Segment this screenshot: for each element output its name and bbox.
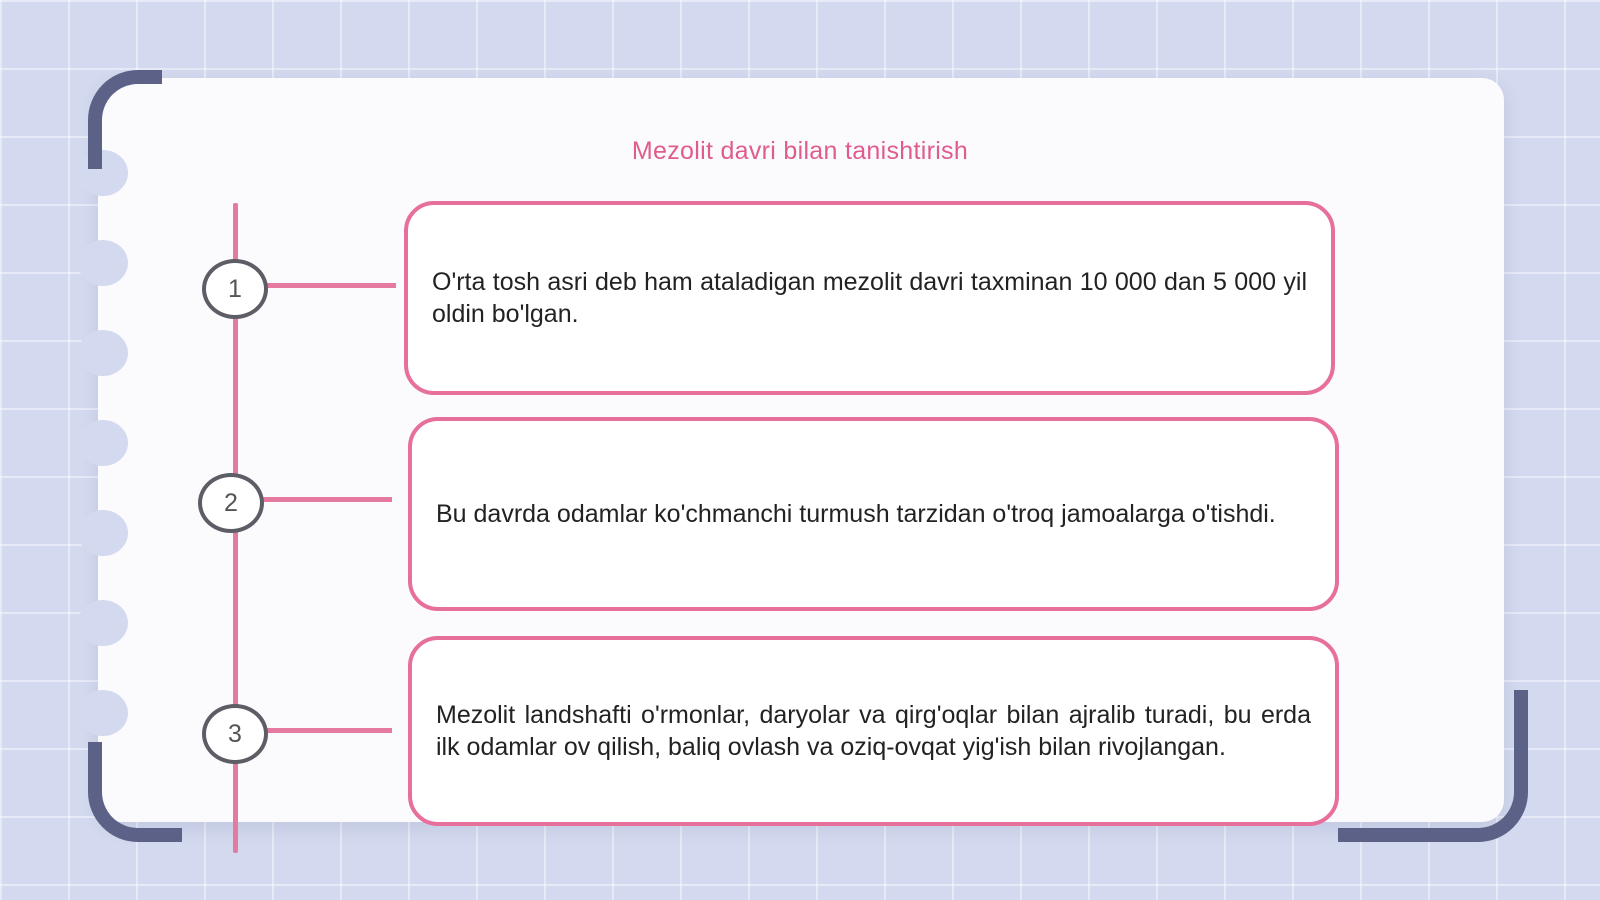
- paper-notch: [78, 600, 128, 646]
- timeline-card: [408, 636, 1339, 826]
- timeline-connector: [262, 497, 392, 502]
- timeline-card: [408, 417, 1339, 611]
- corner-bracket-bottom-left: [88, 742, 182, 842]
- timeline-card-text: Bu davrda odamlar ko'chmanchi turmush tarzidan o'troq jamoalarga o'tishdi.: [436, 500, 1276, 528]
- timeline-connector: [266, 283, 396, 288]
- timeline-card: [404, 201, 1335, 395]
- timeline-node: [198, 473, 264, 533]
- paper-notch: [78, 240, 128, 286]
- slide-title: Mezolit davri bilan tanishtirish: [631, 136, 969, 165]
- paper-notch: [78, 420, 128, 466]
- timeline-card-text: O'rta tosh asri deb ham ataladigan mezolit davri taxminan 10 000 dan 5 000 yil oldin bo'lgan.: [432, 268, 1307, 328]
- paper-notch: [78, 510, 128, 556]
- timeline-node: [202, 704, 268, 764]
- paper-notch: [78, 690, 128, 736]
- timeline-card-text: Mezolit landshafti o'rmonlar, daryolar va qirg'oqlar bilan ajralib turadi, bu erda ilk odamlar ov qilish, baliq ovlash va oziq-ovqat yig'ish bilan rivojlangan.: [436, 701, 1311, 761]
- timeline-node-number: 2: [224, 488, 238, 517]
- timeline-node-number: 1: [228, 274, 242, 303]
- timeline-node: [202, 259, 268, 319]
- paper-notch: [78, 330, 128, 376]
- corner-bracket-bottom-right: [1338, 690, 1528, 842]
- timeline-node-number: 3: [228, 719, 242, 748]
- timeline-connector: [266, 728, 392, 733]
